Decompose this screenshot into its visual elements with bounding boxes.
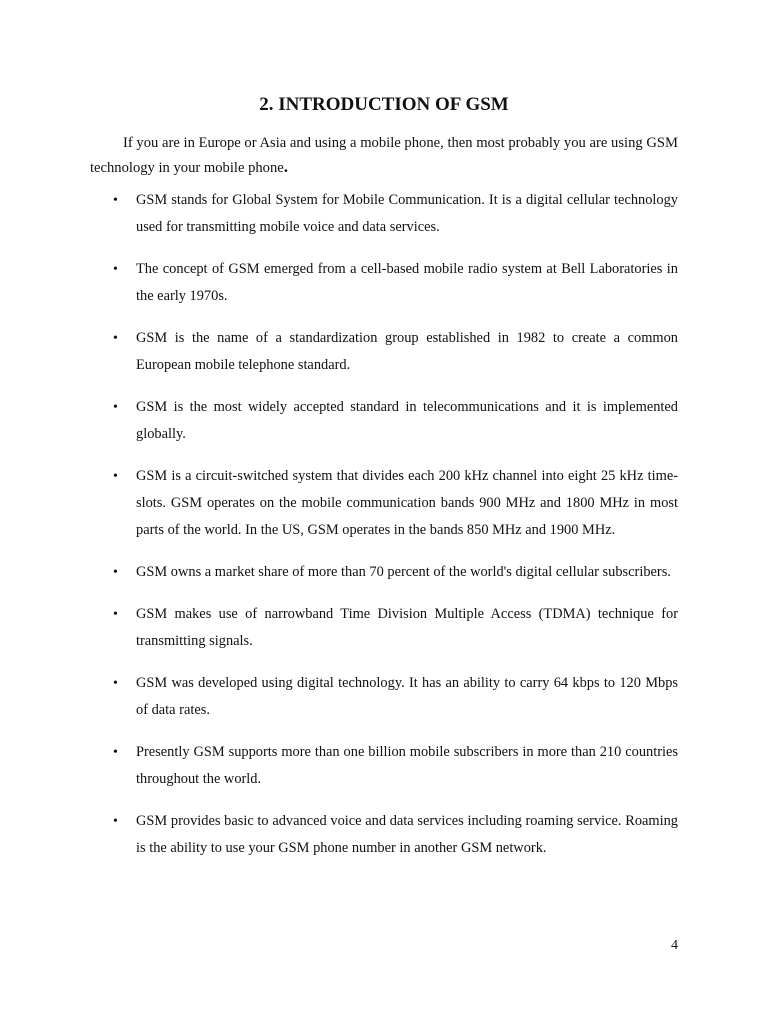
bullet-item: • GSM owns a market share of more than 70 percent of the world's digital cellular subscribers. (136, 559, 678, 586)
bullet-item: • Presently GSM supports more than one billion mobile subscribers in more than 210 countries throughout the world. (136, 739, 678, 793)
bullet-item: • GSM is the most widely accepted standard in telecommunications and it is implemented globally. (136, 394, 678, 448)
bullet-item: • GSM makes use of narrowband Time Division Multiple Access (TDMA) technique for transmitting signals. (136, 601, 678, 655)
bullet-item: • GSM provides basic to advanced voice and data services including roaming service. Roaming is the ability to use your GSM phone number in another GSM network. (136, 808, 678, 862)
bullet-item: • GSM was developed using digital technology. It has an ability to carry 64 kbps to 120 Mbps of data rates. (136, 670, 678, 724)
bullet-item: • GSM is the name of a standardization group established in 1982 to create a common European mobile telephone standard. (136, 325, 678, 379)
intro-text: If you are in Europe or Asia and using a mobile phone, then most probably you are using GSM technology in your mobile phone (90, 135, 678, 176)
bullet-item: • GSM is a circuit-switched system that divides each 200 kHz channel into eight 25 kHz time-slots. GSM operates on the mobile communication bands 900 MHz and 1800 MHz in most parts of the world. In the US, GSM operates in the bands 850 MHz and 1900 MHz. (136, 463, 678, 544)
intro-end-punct: . (283, 157, 288, 176)
bullet-item: • GSM stands for Global System for Mobile Communication. It is a digital cellular technology used for transmitting mobile voice and data services. (136, 187, 678, 241)
page-title: 2. INTRODUCTION OF GSM (259, 94, 509, 115)
bullet-list (0, 187, 768, 877)
bullet-item: • The concept of GSM emerged from a cell-based mobile radio system at Bell Laboratories in the early 1970s. (136, 256, 678, 310)
page-number: 4 (671, 938, 678, 953)
intro-paragraph (90, 132, 678, 180)
